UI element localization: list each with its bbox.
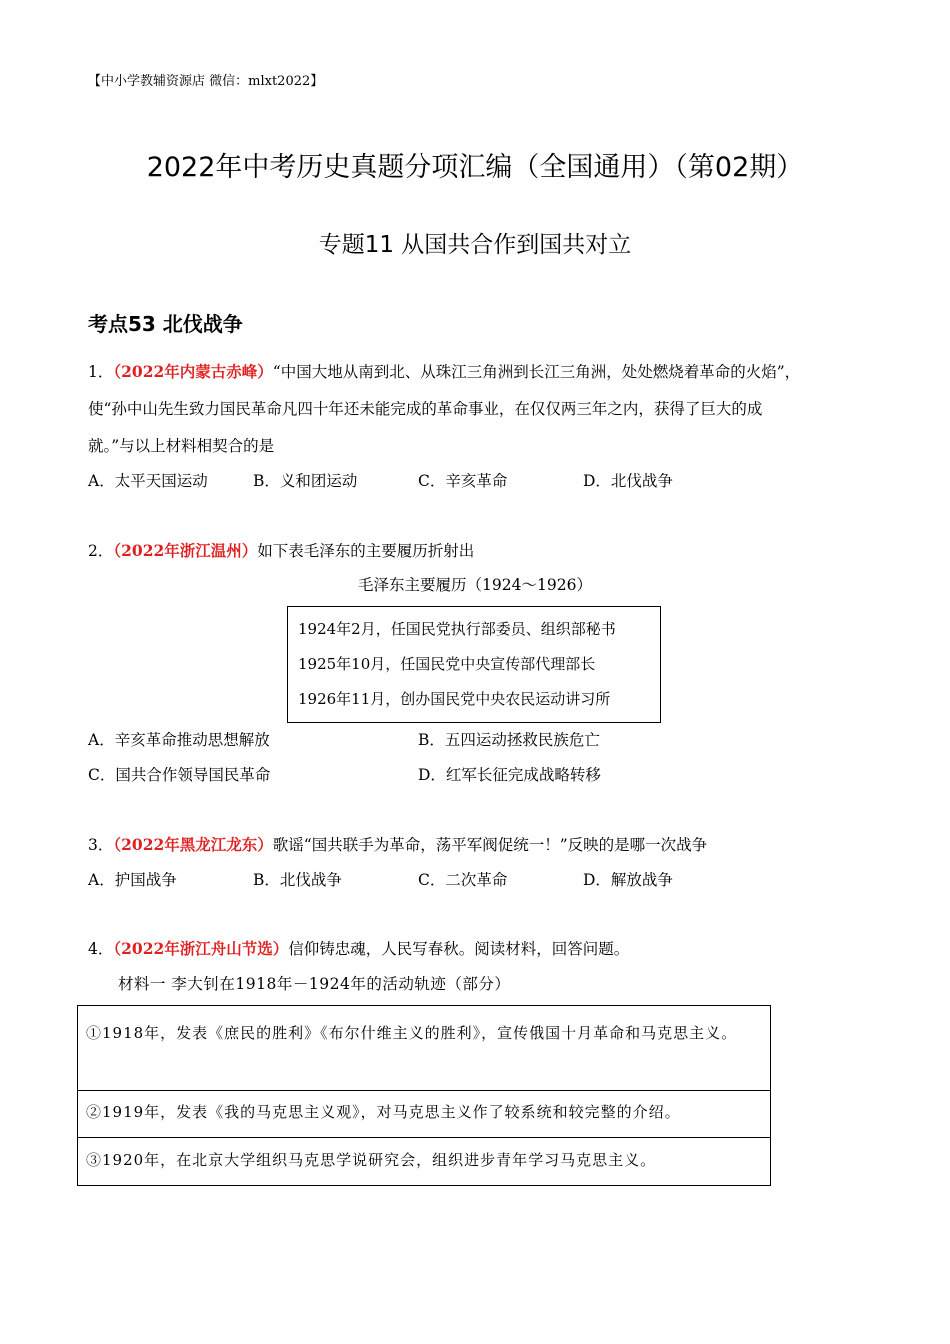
question-2-option-d[interactable]: D．红军长征完成战略转移 xyxy=(418,766,601,784)
question-2-option-a[interactable]: A．辛亥革命推动思想解放 xyxy=(88,731,270,749)
question-3-option-b[interactable]: B．北伐战争 xyxy=(253,871,342,889)
question-3-line-1 xyxy=(88,835,707,855)
question-1-line-2: 使“孙中山先生致力国民革命凡四十年还未能完成的革命事业，在仅仅两三年之内，获得了巨大的成 xyxy=(88,400,763,418)
question-3-option-c[interactable]: C．二次革命 xyxy=(418,871,508,889)
material-row-3-text: ③1920年，在北京大学组织马克思学说研究会，组织进步青年学习马克思主义。 xyxy=(86,1151,657,1169)
material-row-2 xyxy=(78,1091,770,1138)
material-row-2-text: ②1919年，发表《我的马克思主义观》，对马克思主义作了较系统和较完整的介绍。 xyxy=(86,1103,681,1121)
material-1-table xyxy=(77,1005,771,1186)
question-4-source: （2022年浙江舟山节选） xyxy=(113,939,289,958)
material-row-1 xyxy=(78,1006,770,1091)
question-1-number: 1． xyxy=(88,363,114,381)
question-3-text: 歌谣“国共联手为革命，荡平军阀促统一！”反映的是哪一次战争 xyxy=(272,836,708,854)
question-2-text: 如下表毛泽东的主要履历折射出 xyxy=(257,542,475,560)
question-2-source: （2022年浙江温州） xyxy=(113,541,258,560)
watermark-text: 【中小学教辅资源店 微信：mlxt2022】 xyxy=(88,74,324,89)
material-row-3 xyxy=(78,1138,770,1184)
question-4-line-1 xyxy=(88,939,629,959)
question-3-option-d[interactable]: D．解放战争 xyxy=(583,871,673,889)
question-2-box-title: 毛泽东主要履历（1924～1926） xyxy=(358,576,592,594)
page-title: 2022年中考历史真题分项汇编（全国通用）（第02期） xyxy=(146,152,804,183)
question-4-number: 4． xyxy=(88,940,114,958)
question-1-source: （2022年内蒙古赤峰） xyxy=(113,362,273,381)
question-1-option-d[interactable]: D．北伐战争 xyxy=(583,472,673,490)
question-2-resume-box xyxy=(287,606,661,723)
question-3-number: 3． xyxy=(88,836,114,854)
resume-row-2: 1925年10月，任国民党中央宣传部代理部长 xyxy=(298,655,596,673)
question-1-option-c[interactable]: C．辛亥革命 xyxy=(418,472,508,490)
question-3-source: （2022年黑龙江龙东） xyxy=(113,835,273,854)
question-1-line-1 xyxy=(88,362,800,382)
page-subtitle: 专题11 从国共合作到国共对立 xyxy=(318,232,632,258)
question-1-text: “中国大地从南到北、从珠江三角洲到长江三角洲，处处燃烧着革命的火焰”， xyxy=(272,363,801,381)
question-2-line-1 xyxy=(88,541,474,561)
question-2-option-b[interactable]: B．五四运动拯救民族危亡 xyxy=(418,731,600,749)
question-3-option-a[interactable]: A．护国战争 xyxy=(88,871,177,889)
question-1-option-b[interactable]: B．义和团运动 xyxy=(253,472,358,490)
resume-row-3: 1926年11月，创办国民党中央农民运动讲习所 xyxy=(298,690,611,708)
section-heading: 考点53 北伐战争 xyxy=(88,312,243,336)
question-1-option-a[interactable]: A．太平天国运动 xyxy=(88,472,208,490)
question-2-option-c[interactable]: C．国共合作领导国民革命 xyxy=(88,766,271,784)
material-row-1-text: ①1918年，发表《庶民的胜利》《布尔什维主义的胜利》，宣传俄国十月革命和马克思主义。 xyxy=(86,1024,738,1042)
question-4-text: 信仰铸忠魂，人民写春秋。阅读材料，回答问题。 xyxy=(288,940,630,958)
material-1-title: 材料一 李大钊在1918年－1924年的活动轨迹（部分） xyxy=(118,975,511,993)
resume-row-1: 1924年2月，任国民党执行部委员、组织部秘书 xyxy=(298,620,616,638)
question-2-number: 2． xyxy=(88,542,114,560)
question-1-line-3: 就。”与以上材料相契合的是 xyxy=(88,437,275,455)
